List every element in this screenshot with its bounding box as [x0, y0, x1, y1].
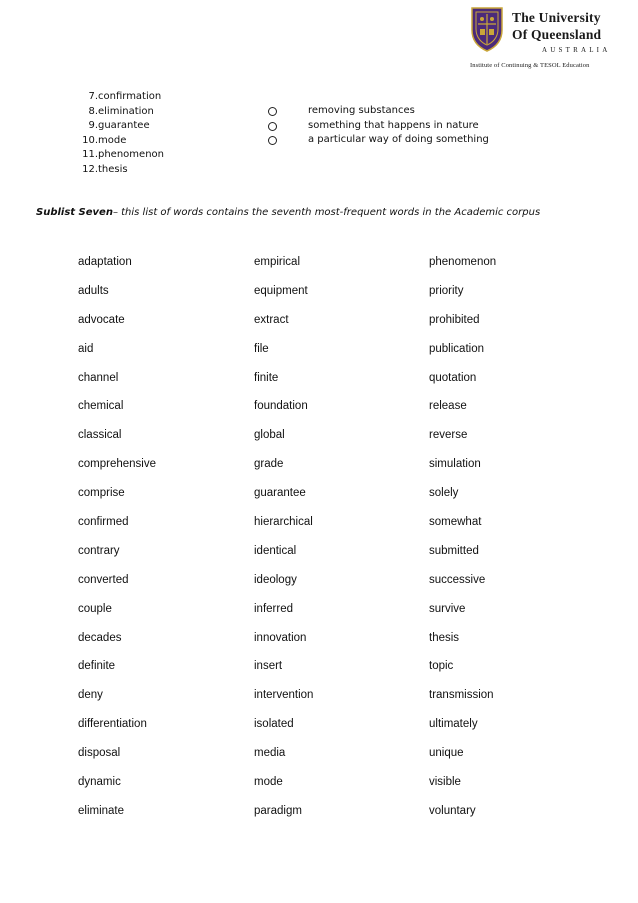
- list-item: 8. elimination: [88, 105, 154, 117]
- list-item: 9. guarantee: [88, 120, 150, 131]
- list-item: 10. mode: [82, 134, 127, 146]
- sublist-title: Sublist Seven: [36, 207, 113, 218]
- circle-bullet-icon: [268, 122, 277, 131]
- university-logo: [470, 6, 632, 72]
- sublist-heading: [36, 207, 540, 218]
- circle-bullet-icon: [268, 107, 277, 116]
- university-country: AUSTRALIA: [542, 46, 611, 54]
- list-item: 11. phenomenon: [82, 149, 164, 160]
- sublist-description: – this list of words contains the seventh most-frequent words in the Academic corpus: [112, 207, 541, 218]
- list-item: 12. thesis: [82, 163, 128, 175]
- institute-name: Institute of Continuing & TESOL Education: [470, 62, 590, 69]
- circle-bullet-icon: [268, 136, 277, 145]
- university-name-line2: Of Queensland: [512, 27, 602, 42]
- university-name-line1: The University: [512, 10, 601, 25]
- list-item: 7. confirmation: [88, 91, 162, 102]
- numbered-word-list: [68, 90, 164, 177]
- crest-icon: [470, 6, 504, 52]
